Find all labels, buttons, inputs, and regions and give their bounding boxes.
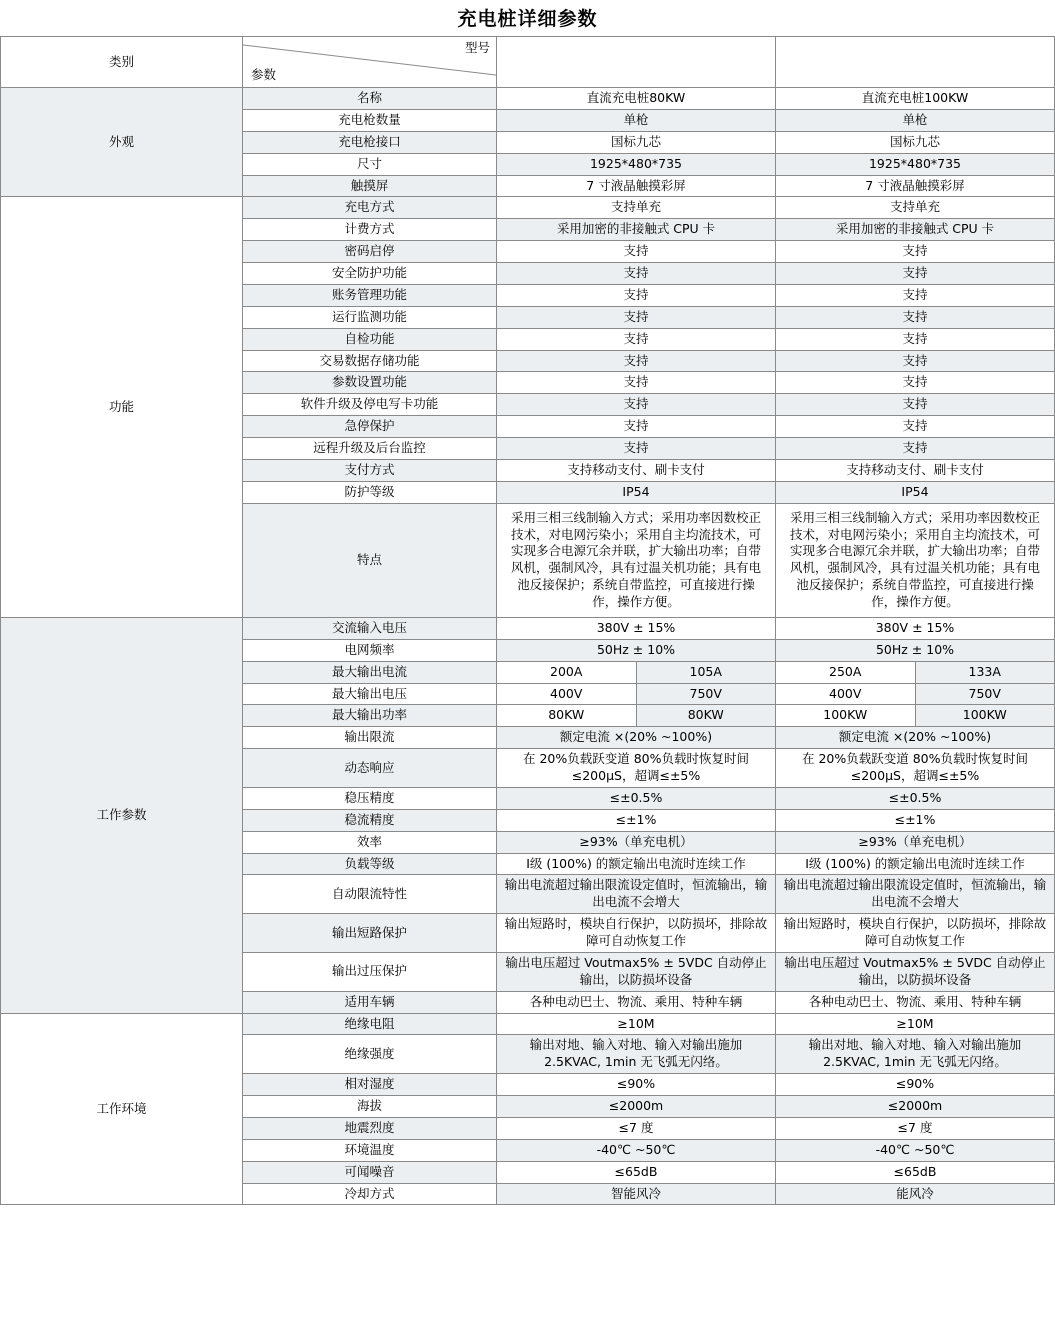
spec-value-cell: 采用三相三线制输入方式；采用功率因数校正技术，对电网污染小；采用自主均流技术，可实现多合电源冗余并联，扩大输出功率；自带风机，强制风冷，具有过温关机功能；具有电池反接保护；系统自带监控，可直接进行操作，操作方便。 (497, 503, 776, 617)
table-row (1, 197, 1055, 219)
table-header-row (1, 37, 1055, 88)
spec-value-cell: 400V (497, 683, 637, 705)
param-name-cell: 可闻噪音 (243, 1161, 497, 1183)
param-name-cell: 充电枪接口 (243, 131, 497, 153)
spec-value-cell: 支持 (776, 328, 1055, 350)
header-model-col-2 (776, 37, 1055, 88)
spec-value-cell: 支持 (497, 372, 776, 394)
spec-value-cell: 各种电动巴士、物流、乘用、特种车辆 (497, 991, 776, 1013)
param-name-cell: 尺寸 (243, 153, 497, 175)
spec-value-cell: 各种电动巴士、物流、乘用、特种车辆 (776, 991, 1055, 1013)
spec-value-cell: IP54 (776, 481, 1055, 503)
spec-value-cell: 100KW (915, 705, 1055, 727)
param-name-cell: 自动限流特性 (243, 875, 497, 914)
spec-value-cell: 105A (636, 661, 776, 683)
param-name-cell: 电网频率 (243, 639, 497, 661)
header-param-label: 参数 (251, 67, 277, 83)
spec-value-cell: 支持 (497, 328, 776, 350)
spec-value-cell: -40℃ ~50℃ (497, 1139, 776, 1161)
spec-value-cell: 支持 (497, 241, 776, 263)
spec-value-cell: 输出电压超过 Voutmax5% ± 5VDC 自动停止输出，以防损坏设备 (497, 952, 776, 991)
spec-value-cell: ≥93%（单充电机） (776, 831, 1055, 853)
spec-value-cell: 采用三相三线制输入方式；采用功率因数校正技术，对电网污染小；采用自主均流技术，可实现多合电源冗余并联，扩大输出功率；自带风机，强制风冷，具有过温关机功能；具有电池反接保护；系统自带监控，可直接进行操作，操作方便。 (776, 503, 1055, 617)
spec-value-cell: Ⅰ级 (100%) 的额定输出电流时连续工作 (776, 853, 1055, 875)
spec-value-cell: 支持 (776, 263, 1055, 285)
param-name-cell: 动态响应 (243, 749, 497, 788)
spec-value-cell: 直流充电桩100KW (776, 88, 1055, 110)
param-name-cell: 自检功能 (243, 328, 497, 350)
spec-value-cell: ≥10M (497, 1013, 776, 1035)
param-name-cell: 相对湿度 (243, 1074, 497, 1096)
spec-value-cell: 采用加密的非接触式 CPU 卡 (497, 219, 776, 241)
spec-value-cell: 额定电流 ×(20% ~100%) (776, 727, 1055, 749)
param-name-cell: 绝缘强度 (243, 1035, 497, 1074)
spec-value-cell: 100KW (776, 705, 916, 727)
spec-value-cell: 7 寸液晶触摸彩屏 (497, 175, 776, 197)
spec-value-cell: 支持 (776, 284, 1055, 306)
param-name-cell: 输出过压保护 (243, 952, 497, 991)
spec-value-cell: 支持 (497, 306, 776, 328)
param-name-cell: 特点 (243, 503, 497, 617)
spec-value-cell: 支持 (497, 284, 776, 306)
param-name-cell: 最大输出电流 (243, 661, 497, 683)
spec-value-cell: 400V (776, 683, 916, 705)
spec-value-cell: 133A (915, 661, 1055, 683)
header-category-cell: 类别 (1, 37, 243, 88)
spec-value-cell: 支持 (776, 350, 1055, 372)
spec-value-cell: 支持 (497, 263, 776, 285)
spec-value-cell: 380V ± 15% (776, 617, 1055, 639)
spec-value-cell: 1925*480*735 (497, 153, 776, 175)
param-name-cell: 稳流精度 (243, 809, 497, 831)
spec-value-cell: 支持 (497, 350, 776, 372)
spec-value-cell: Ⅰ级 (100%) 的额定输出电流时连续工作 (497, 853, 776, 875)
spec-value-cell: 支持移动支付、刷卡支付 (497, 459, 776, 481)
param-name-cell: 输出限流 (243, 727, 497, 749)
spec-value-cell: ≤±0.5% (497, 787, 776, 809)
table-row (1, 88, 1055, 110)
param-name-cell: 效率 (243, 831, 497, 853)
category-cell: 功能 (1, 197, 243, 618)
spec-value-cell: ≤90% (497, 1074, 776, 1096)
table-row (1, 617, 1055, 639)
category-cell: 工作参数 (1, 617, 243, 1013)
param-name-cell: 远程升级及后台监控 (243, 438, 497, 460)
spec-value-cell: -40℃ ~50℃ (776, 1139, 1055, 1161)
param-name-cell: 绝缘电阻 (243, 1013, 497, 1035)
spec-value-cell: 250A (776, 661, 916, 683)
spec-value-cell: 50Hz ± 10% (497, 639, 776, 661)
spec-value-cell: 单枪 (776, 109, 1055, 131)
spec-value-cell: 输出对地、输入对地、输入对输出施加 2.5KVAC, 1min 无飞弧无闪络。 (497, 1035, 776, 1074)
param-name-cell: 充电方式 (243, 197, 497, 219)
spec-value-cell: ≥93%（单充电机） (497, 831, 776, 853)
spec-value-cell: 额定电流 ×(20% ~100%) (497, 727, 776, 749)
spec-value-cell: 支持 (776, 394, 1055, 416)
param-name-cell: 环境温度 (243, 1139, 497, 1161)
spec-value-cell: 750V (636, 683, 776, 705)
spec-value-cell: 输出对地、输入对地、输入对输出施加 2.5KVAC, 1min 无飞弧无闪络。 (776, 1035, 1055, 1074)
spec-value-cell: 输出电压超过 Voutmax5% ± 5VDC 自动停止输出，以防损坏设备 (776, 952, 1055, 991)
param-name-cell: 触摸屏 (243, 175, 497, 197)
spec-value-cell: 支持 (497, 438, 776, 460)
spec-value-cell: 7 寸液晶触摸彩屏 (776, 175, 1055, 197)
spec-value-cell: 国标九芯 (497, 131, 776, 153)
spec-value-cell: ≤7 度 (497, 1117, 776, 1139)
spec-value-cell: 国标九芯 (776, 131, 1055, 153)
spec-value-cell: ≤±1% (776, 809, 1055, 831)
param-name-cell: 参数设置功能 (243, 372, 497, 394)
param-name-cell: 最大输出功率 (243, 705, 497, 727)
param-name-cell: 充电枪数量 (243, 109, 497, 131)
spec-value-cell: ≤65dB (776, 1161, 1055, 1183)
param-name-cell: 安全防护功能 (243, 263, 497, 285)
spec-value-cell: 1925*480*735 (776, 153, 1055, 175)
spec-value-cell: 80KW (636, 705, 776, 727)
spec-value-cell: 750V (915, 683, 1055, 705)
page-title: 充电桩详细参数 (457, 8, 598, 30)
spec-value-cell: 输出电流超过输出限流设定值时，恒流输出，输出电流不会增大 (776, 875, 1055, 914)
spec-value-cell: 支持 (497, 394, 776, 416)
spec-value-cell: 在 20%负载跃变道 80%负载时恢复时间 ≤200μS，超调≤±5% (776, 749, 1055, 788)
spec-value-cell: ≤2000m (776, 1096, 1055, 1118)
spec-value-cell: ≤7 度 (776, 1117, 1055, 1139)
spec-value-cell: 支持 (497, 416, 776, 438)
spec-value-cell: 支持 (776, 306, 1055, 328)
spec-value-cell: IP54 (497, 481, 776, 503)
spec-table (0, 36, 1055, 1205)
spec-value-cell: ≤2000m (497, 1096, 776, 1118)
header-model-label: 型号 (464, 40, 490, 55)
table-row (1, 1013, 1055, 1035)
spec-value-cell: 直流充电桩80KW (497, 88, 776, 110)
spec-value-cell: 支持 (776, 241, 1055, 263)
spec-value-cell: 50Hz ± 10% (776, 639, 1055, 661)
spec-value-cell: 支持 (776, 416, 1055, 438)
spec-value-cell: 支持单充 (776, 197, 1055, 219)
param-name-cell: 输出短路保护 (243, 914, 497, 953)
spec-value-cell: 能风冷 (776, 1183, 1055, 1205)
spec-value-cell: 支持 (776, 372, 1055, 394)
spec-value-cell: ≤65dB (497, 1161, 776, 1183)
spec-value-cell: 在 20%负载跃变道 80%负载时恢复时间 ≤200μS，超调≤±5% (497, 749, 776, 788)
spec-value-cell: ≤90% (776, 1074, 1055, 1096)
spec-value-cell: 支持单充 (497, 197, 776, 219)
spec-value-cell: 智能风冷 (497, 1183, 776, 1205)
header-diagonal-cell (243, 37, 497, 88)
param-name-cell: 账务管理功能 (243, 284, 497, 306)
param-name-cell: 密码启停 (243, 241, 497, 263)
param-name-cell: 防护等级 (243, 481, 497, 503)
spec-value-cell: 200A (497, 661, 637, 683)
param-name-cell: 计费方式 (243, 219, 497, 241)
spec-value-cell: 单枪 (497, 109, 776, 131)
param-name-cell: 地震烈度 (243, 1117, 497, 1139)
param-name-cell: 冷却方式 (243, 1183, 497, 1205)
param-name-cell: 海拔 (243, 1096, 497, 1118)
param-name-cell: 交易数据存储功能 (243, 350, 497, 372)
spec-value-cell: 采用加密的非接触式 CPU 卡 (776, 219, 1055, 241)
param-name-cell: 急停保护 (243, 416, 497, 438)
category-cell: 工作环境 (1, 1013, 243, 1205)
spec-value-cell: 80KW (497, 705, 637, 727)
param-name-cell: 运行监测功能 (243, 306, 497, 328)
param-name-cell: 适用车辆 (243, 991, 497, 1013)
spec-value-cell: 支持移动支付、刷卡支付 (776, 459, 1055, 481)
spec-value-cell: 输出电流超过输出限流设定值时，恒流输出，输出电流不会增大 (497, 875, 776, 914)
param-name-cell: 负载等级 (243, 853, 497, 875)
spec-value-cell: 输出短路时，模块自行保护，以防损坏，排除故障可自动恢复工作 (776, 914, 1055, 953)
category-cell: 外观 (1, 88, 243, 197)
param-name-cell: 软件升级及停电写卡功能 (243, 394, 497, 416)
spec-value-cell: 380V ± 15% (497, 617, 776, 639)
param-name-cell: 支付方式 (243, 459, 497, 481)
param-name-cell: 名称 (243, 88, 497, 110)
spec-value-cell: ≥10M (776, 1013, 1055, 1035)
spec-value-cell: ≤±0.5% (776, 787, 1055, 809)
param-name-cell: 交流输入电压 (243, 617, 497, 639)
param-name-cell: 最大输出电压 (243, 683, 497, 705)
header-model-col-1 (497, 37, 776, 88)
param-name-cell: 稳压精度 (243, 787, 497, 809)
spec-value-cell: 支持 (776, 438, 1055, 460)
spec-value-cell: ≤±1% (497, 809, 776, 831)
spec-value-cell: 输出短路时，模块自行保护，以防损坏，排除故障可自动恢复工作 (497, 914, 776, 953)
